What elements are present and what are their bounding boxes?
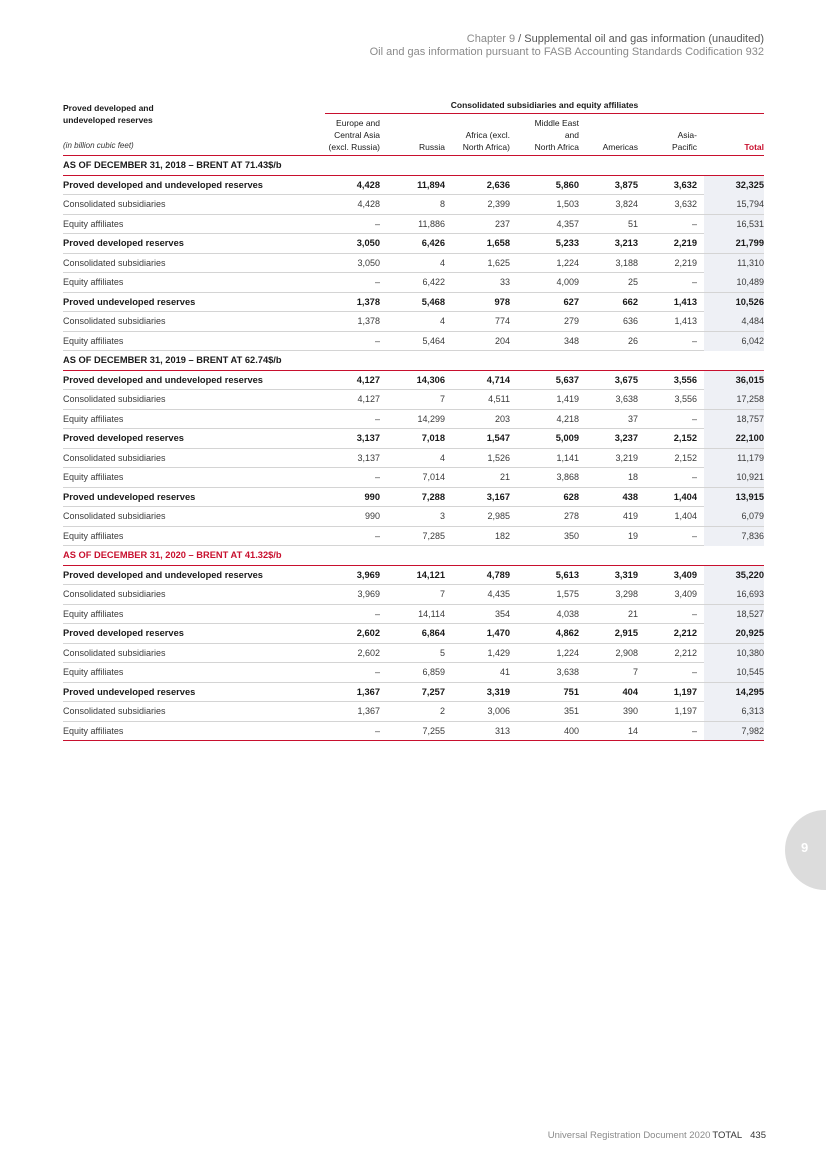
value-cell: –: [374, 472, 380, 482]
value-cell: 990: [364, 491, 380, 502]
value-cell: –: [374, 218, 380, 229]
table-row: [63, 215, 764, 235]
row-label: Proved undeveloped reserves: [63, 686, 196, 697]
value-cell: –: [691, 413, 697, 424]
column-header: [702, 115, 764, 153]
row-label: Equity affiliates: [63, 218, 124, 229]
value-cell: 6,864: [421, 628, 445, 638]
page-header: [370, 33, 764, 59]
value-cell: 7: [439, 394, 445, 404]
value-cell: 3,050: [357, 257, 380, 268]
value-cell: 3,409: [673, 569, 697, 580]
table-row: [63, 585, 764, 605]
value-cell: 51: [627, 218, 638, 229]
value-cell: –: [374, 667, 380, 677]
value-cell: 182: [494, 530, 510, 541]
value-cell: 3,969: [356, 569, 380, 580]
total-cell: 35,220: [704, 566, 764, 585]
value-cell: 2,152: [673, 433, 697, 443]
value-cell: 7,285: [422, 530, 445, 541]
column-header-line: [744, 129, 764, 141]
value-cell: 1,404: [673, 491, 697, 502]
value-cell: 3,409: [674, 589, 697, 599]
value-cell: 41: [499, 667, 510, 677]
value-cell: 3,167: [486, 491, 510, 502]
value-cell: –: [374, 530, 380, 541]
table-row: [63, 663, 764, 683]
value-cell: 3,213: [614, 238, 638, 248]
total-cell: 6,079: [704, 507, 764, 526]
value-cell: 1,197: [673, 686, 697, 697]
page-number: 435: [750, 1130, 766, 1141]
value-cell: 313: [494, 725, 510, 736]
column-header: [642, 115, 697, 153]
chapter-label: Chapter 9: [466, 33, 516, 45]
value-cell: 203: [494, 413, 510, 424]
footer-doc-title: Universal Registration Document 2020: [547, 1130, 711, 1141]
value-cell: 37: [627, 413, 638, 424]
total-cell: 6,313: [704, 702, 764, 721]
section-header-row: [63, 156, 764, 176]
value-cell: 1,378: [356, 296, 380, 307]
total-cell: 18,757: [704, 410, 764, 429]
value-cell: 4,789: [486, 569, 510, 580]
header-line-1: [370, 33, 764, 46]
row-label: AS OF DECEMBER 31, 2018 – BRENT AT 71.43$/b: [63, 160, 282, 170]
value-cell: 14,306: [416, 374, 445, 385]
column-header: [305, 115, 380, 153]
value-cell: 390: [622, 706, 638, 716]
column-header-line: [672, 117, 697, 129]
total-cell: 11,179: [704, 449, 764, 468]
table-row: [63, 722, 764, 742]
value-cell: 3,868: [556, 472, 579, 482]
value-cell: 627: [563, 296, 579, 307]
table-row: [63, 176, 764, 196]
total-cell: 10,526: [704, 293, 764, 312]
table-row: [63, 410, 764, 430]
value-cell: 4: [439, 316, 445, 326]
value-cell: 2,602: [356, 628, 380, 638]
table-row: [63, 468, 764, 488]
value-cell: 14: [627, 725, 638, 736]
value-cell: 4,218: [556, 413, 579, 424]
table-row: [63, 234, 764, 254]
value-cell: 1,367: [356, 686, 380, 697]
value-cell: –: [691, 530, 697, 541]
table-row: [63, 195, 764, 215]
value-cell: –: [374, 335, 380, 346]
value-cell: 400: [563, 725, 579, 736]
total-cell: 11,310: [704, 254, 764, 273]
value-cell: 7,255: [422, 725, 445, 736]
value-cell: –: [374, 413, 380, 424]
total-cell: 7,836: [704, 527, 764, 546]
row-label: Proved developed reserves: [63, 238, 184, 248]
table-row: [63, 429, 764, 449]
row-label: Proved undeveloped reserves: [63, 491, 196, 502]
value-cell: 404: [622, 686, 638, 697]
value-cell: 751: [563, 686, 579, 697]
column-header-line: (excl. Russia): [328, 142, 380, 152]
value-cell: 2,212: [673, 628, 697, 638]
value-cell: 6,859: [422, 667, 445, 677]
value-cell: 1,224: [556, 647, 579, 658]
value-cell: 1,141: [556, 452, 579, 463]
value-cell: 1,429: [487, 647, 510, 658]
group-header-label: Consolidated subsidiaries and equity affiliates: [450, 100, 639, 110]
column-header-line: North Africa: [534, 142, 579, 152]
value-cell: 21: [499, 472, 510, 482]
value-cell: 7,288: [421, 491, 445, 502]
column-header: [435, 115, 510, 153]
value-cell: 7,018: [421, 433, 445, 443]
row-label: Equity affiliates: [63, 667, 124, 677]
total-cell: 14,295: [704, 683, 764, 702]
footer-brand: TOTAL: [712, 1130, 743, 1141]
value-cell: 4,511: [488, 394, 510, 404]
header-slash: /: [518, 33, 522, 45]
value-cell: 279: [563, 316, 579, 326]
value-cell: 3,675: [614, 374, 638, 385]
row-label: Consolidated subsidiaries: [63, 511, 166, 521]
total-cell: 4,484: [704, 312, 764, 331]
total-cell: 6,042: [704, 332, 764, 351]
column-header-line: North Africa): [462, 142, 510, 152]
value-cell: 438: [622, 491, 638, 502]
value-cell: 278: [563, 511, 579, 521]
value-cell: 3: [439, 511, 445, 521]
table-row: [63, 390, 764, 410]
value-cell: 354: [494, 608, 510, 619]
value-cell: 19: [627, 530, 638, 541]
row-label: Equity affiliates: [63, 725, 124, 736]
value-cell: 25: [627, 277, 638, 287]
total-cell: 20,925: [704, 624, 764, 643]
value-cell: 1,526: [487, 452, 510, 463]
value-cell: 3,556: [674, 394, 697, 404]
value-cell: 348: [563, 335, 579, 346]
value-cell: 419: [622, 511, 638, 521]
value-cell: 5: [439, 647, 445, 658]
value-cell: 3,006: [487, 706, 510, 716]
value-cell: 1,413: [673, 296, 697, 307]
table-row: [63, 312, 764, 332]
row-header-title: [63, 102, 154, 126]
row-header-line-1: Proved developed and: [63, 103, 154, 113]
table-bottom-rule: [63, 740, 764, 741]
value-cell: 3,638: [556, 667, 579, 677]
value-cell: 14,299: [417, 413, 445, 424]
unit-label: (in billion cubic feet): [63, 141, 134, 150]
table-row: [63, 566, 764, 586]
group-header: [325, 98, 764, 114]
column-header-line: Total: [744, 142, 764, 152]
chapter-tab-marker: [785, 810, 826, 890]
value-cell: 4,435: [487, 589, 510, 599]
value-cell: 8: [439, 199, 445, 209]
value-cell: 3,824: [615, 199, 638, 209]
value-cell: 2,399: [487, 199, 510, 209]
value-cell: 3,875: [614, 179, 638, 190]
value-cell: 2,985: [487, 511, 510, 521]
value-cell: 2,212: [674, 647, 697, 658]
column-header-line: and: [564, 130, 579, 140]
row-label: Proved developed and undeveloped reserves: [63, 569, 263, 580]
value-cell: 3,969: [357, 589, 380, 599]
total-cell: 16,531: [704, 215, 764, 234]
total-cell: 7,982: [704, 722, 764, 741]
column-header-line: Americas: [602, 142, 638, 152]
value-cell: 1,625: [487, 257, 510, 268]
value-cell: 1,404: [674, 511, 697, 521]
value-cell: 1,503: [556, 199, 579, 209]
value-cell: 990: [364, 511, 380, 521]
table-body: [63, 156, 764, 741]
value-cell: 14,114: [418, 608, 445, 619]
column-header: [504, 115, 579, 153]
row-label: Proved developed and undeveloped reserves: [63, 374, 263, 385]
row-label: Consolidated subsidiaries: [63, 452, 166, 463]
value-cell: 3,638: [615, 394, 638, 404]
value-cell: 2: [439, 706, 445, 716]
value-cell: –: [691, 277, 697, 287]
chapter-tab-number: 9: [801, 840, 809, 855]
chapter-title: Supplemental oil and gas information (unaudited): [524, 33, 764, 45]
value-cell: 774: [494, 316, 510, 326]
value-cell: 7: [632, 667, 638, 677]
column-header-line: [744, 117, 764, 129]
row-label: Proved developed and undeveloped reserves: [63, 179, 263, 190]
value-cell: 3,298: [615, 589, 638, 599]
row-label: Equity affiliates: [63, 472, 124, 482]
row-label: Equity affiliates: [63, 608, 124, 619]
value-cell: 7,257: [421, 686, 445, 697]
table-row: [63, 293, 764, 313]
table-row: [63, 488, 764, 508]
value-cell: 3,219: [615, 452, 638, 463]
row-label: Consolidated subsidiaries: [63, 199, 166, 209]
value-cell: 4,428: [356, 179, 380, 190]
value-cell: 4,038: [556, 608, 579, 619]
value-cell: 1,575: [556, 589, 579, 599]
value-cell: 4,714: [486, 374, 510, 385]
value-cell: 18: [627, 472, 638, 482]
value-cell: 5,860: [555, 179, 579, 190]
value-cell: 237: [494, 218, 510, 229]
table-row: [63, 683, 764, 703]
section-header-row: [63, 351, 764, 371]
value-cell: 14,121: [416, 569, 445, 580]
value-cell: 4,127: [356, 374, 380, 385]
value-cell: 636: [622, 316, 638, 326]
value-cell: –: [691, 218, 697, 229]
column-header-line: [463, 117, 510, 129]
total-cell: 32,325: [704, 176, 764, 195]
table-row: [63, 605, 764, 625]
value-cell: 7,014: [422, 472, 445, 482]
value-cell: 5,464: [422, 335, 445, 346]
value-cell: 628: [563, 491, 579, 502]
value-cell: 2,915: [614, 628, 638, 638]
value-cell: 6,422: [422, 277, 445, 287]
value-cell: 3,237: [614, 433, 638, 443]
column-header-line: Central Asia: [334, 130, 380, 140]
value-cell: 5,468: [421, 296, 445, 307]
column-header-line: Asia-: [677, 130, 697, 140]
row-label: AS OF DECEMBER 31, 2020 – BRENT AT 41.32$/b: [63, 550, 282, 560]
total-cell: 13,915: [704, 488, 764, 507]
row-label: Proved undeveloped reserves: [63, 296, 196, 307]
row-label: Equity affiliates: [63, 413, 124, 424]
page-footer: [548, 1130, 766, 1141]
value-cell: 4,009: [556, 277, 579, 287]
value-cell: 3,632: [673, 179, 697, 190]
value-cell: 3,137: [357, 452, 380, 463]
column-header-line: Europe and: [336, 118, 380, 128]
value-cell: –: [374, 725, 380, 736]
column-header-line: Africa (excl.: [465, 130, 510, 140]
table-row: [63, 644, 764, 664]
row-label: Consolidated subsidiaries: [63, 706, 166, 716]
total-cell: 36,015: [704, 371, 764, 390]
value-cell: 2,152: [674, 452, 697, 463]
value-cell: 3,137: [356, 433, 380, 443]
value-cell: 5,009: [555, 433, 579, 443]
value-cell: 2,219: [674, 257, 697, 268]
value-cell: 2,908: [615, 647, 638, 658]
value-cell: 11,886: [418, 218, 445, 229]
table-row: [63, 507, 764, 527]
value-cell: 2,602: [357, 647, 380, 658]
total-cell: 18,527: [704, 605, 764, 624]
value-cell: 3,050: [356, 238, 380, 248]
value-cell: 3,188: [615, 257, 638, 268]
value-cell: 26: [627, 335, 638, 346]
value-cell: 4,357: [556, 218, 579, 229]
table-row: [63, 254, 764, 274]
row-label: Equity affiliates: [63, 335, 124, 346]
value-cell: 7: [439, 589, 445, 599]
row-label: Consolidated subsidiaries: [63, 394, 166, 404]
total-cell: 10,489: [704, 273, 764, 292]
total-cell: 22,100: [704, 429, 764, 448]
total-cell: 10,921: [704, 468, 764, 487]
value-cell: 204: [494, 335, 510, 346]
value-cell: –: [691, 725, 697, 736]
column-header-line: Russia: [419, 142, 445, 152]
table-row: [63, 527, 764, 547]
value-cell: 4: [439, 257, 445, 268]
value-cell: 350: [563, 530, 579, 541]
value-cell: 4,127: [357, 394, 380, 404]
column-header-line: [603, 117, 638, 129]
row-label: AS OF DECEMBER 31, 2019 – BRENT AT 62.74$/b: [63, 355, 282, 365]
total-cell: 21,799: [704, 234, 764, 253]
value-cell: 1,224: [556, 257, 579, 268]
value-cell: 5,637: [555, 374, 579, 385]
table-row: [63, 332, 764, 352]
total-cell: 10,545: [704, 663, 764, 682]
total-cell: 17,258: [704, 390, 764, 409]
total-cell: 10,380: [704, 644, 764, 663]
value-cell: –: [691, 472, 697, 482]
value-cell: –: [374, 608, 380, 619]
value-cell: 662: [622, 296, 638, 307]
value-cell: 4: [439, 452, 445, 463]
value-cell: 1,419: [556, 394, 579, 404]
value-cell: 1,470: [486, 628, 510, 638]
column-header-line: Middle East: [534, 118, 579, 128]
row-label: Proved developed reserves: [63, 433, 184, 443]
section-title: Oil and gas information pursuant to FASB Accounting Standards Codification 932: [369, 46, 764, 58]
value-cell: 3,632: [674, 199, 697, 209]
value-cell: 5,613: [555, 569, 579, 580]
table-row: [63, 702, 764, 722]
value-cell: 1,197: [674, 706, 697, 716]
value-cell: 2,636: [486, 179, 510, 190]
value-cell: 3,319: [614, 569, 638, 580]
value-cell: 351: [563, 706, 579, 716]
total-cell: 15,794: [704, 195, 764, 214]
value-cell: 2,219: [673, 238, 697, 248]
value-cell: 1,658: [486, 238, 510, 248]
value-cell: –: [691, 335, 697, 346]
value-cell: –: [691, 608, 697, 619]
value-cell: 978: [494, 296, 510, 307]
value-cell: 4,428: [357, 199, 380, 209]
column-header-line: Pacific: [671, 142, 697, 152]
value-cell: 3,319: [486, 686, 510, 697]
row-header-line-2: undeveloped reserves: [63, 115, 153, 125]
row-label: Consolidated subsidiaries: [63, 589, 166, 599]
value-cell: –: [374, 277, 380, 287]
value-cell: 1,378: [357, 316, 380, 326]
section-header-row: [63, 546, 764, 566]
table-row: [63, 449, 764, 469]
value-cell: 1,547: [486, 433, 510, 443]
table-row: [63, 371, 764, 391]
value-cell: 6,426: [421, 238, 445, 248]
row-label: Consolidated subsidiaries: [63, 257, 166, 268]
value-cell: 21: [627, 608, 638, 619]
value-cell: 5,233: [555, 238, 579, 248]
value-cell: 11,894: [417, 179, 445, 190]
value-cell: 1,367: [357, 706, 380, 716]
table-row: [63, 624, 764, 644]
row-label: Equity affiliates: [63, 277, 124, 287]
row-label: Equity affiliates: [63, 530, 124, 541]
column-header-line: [603, 129, 638, 141]
row-label: Consolidated subsidiaries: [63, 316, 166, 326]
value-cell: 4,862: [555, 628, 579, 638]
column-header: [583, 115, 638, 153]
table-row: [63, 273, 764, 293]
total-cell: 16,693: [704, 585, 764, 604]
value-cell: 3,556: [673, 374, 697, 385]
row-label: Proved developed reserves: [63, 628, 184, 638]
value-cell: 33: [499, 277, 510, 287]
row-label: Consolidated subsidiaries: [63, 647, 166, 658]
value-cell: 1,413: [674, 316, 697, 326]
value-cell: –: [691, 667, 697, 677]
